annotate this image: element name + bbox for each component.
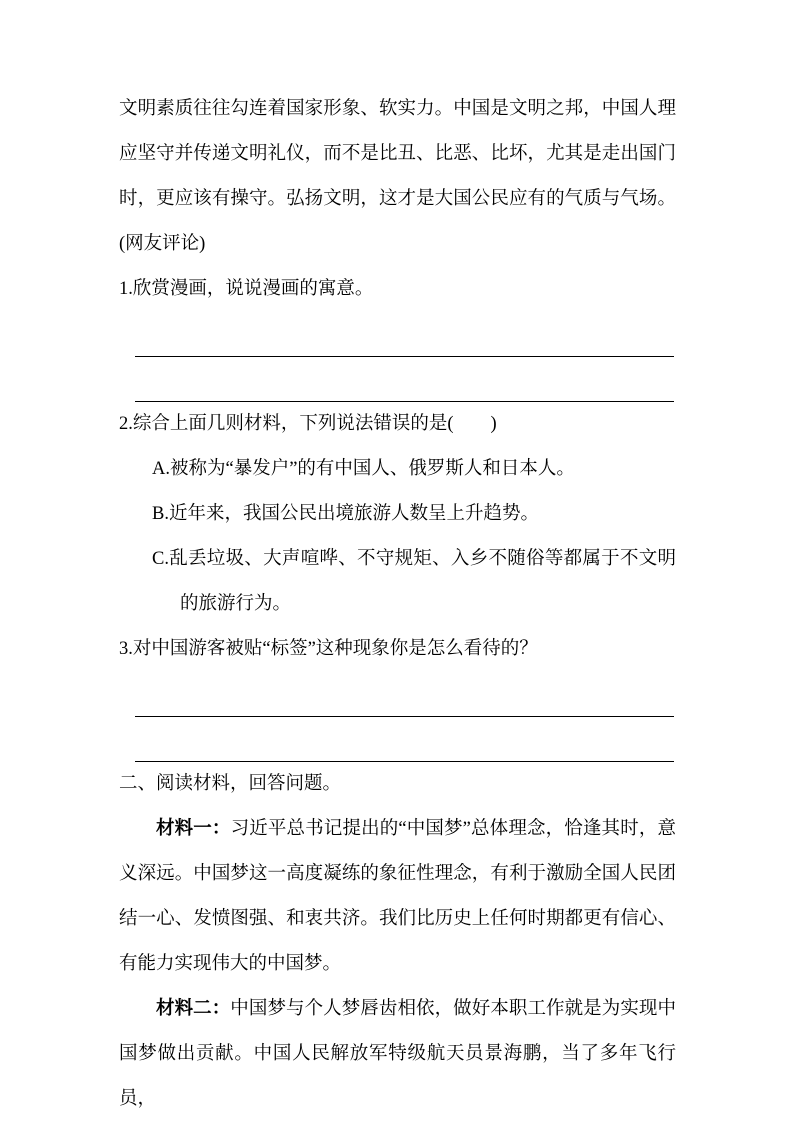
question-1: 1.欣赏漫画，说说漫画的寓意。 [119, 279, 374, 299]
material-1-label: 材料一： [156, 819, 231, 839]
answer-line [135, 672, 674, 717]
question-2-option-b: B.近年来，我国公民出境旅游人数呈上升趋势。 [152, 504, 539, 524]
question-3: 3.对中国游客被贴“标签”这种现象你是怎么看待的？ [119, 639, 538, 659]
answer-line [135, 357, 674, 402]
intro-paragraph: 文明素质往往勾连着国家形象、软实力。中国是文明之邦，中国人理应坚守并传递文明礼仪，而不是比丑、比恶、比坏，尤其是走出国门时，更应该有操守。弘扬文明，这才是大国公民应有的气质与气场。(网友评论) [119, 99, 676, 254]
material-2-label: 材料二： [156, 999, 231, 1019]
material-1-text: 习近平总书记提出的“中国梦”总体理念，恰逢其时，意义深远。中国梦这一高度凝练的象征性理念，有利于激励全国人民团结一心、发愤图强、和衷共济。我们比历史上任何时期都更有信心、有能力实现伟大的中国梦。 [119, 819, 676, 974]
question-2-option-a: A.被称为“暴发户”的有中国人、俄罗斯人和日本人。 [152, 459, 575, 479]
question-2: 2.综合上面几则材料，下列说法错误的是( ) [119, 414, 497, 434]
material-1-paragraph [119, 807, 676, 987]
material-2-paragraph [119, 987, 676, 1122]
answer-line [135, 312, 674, 357]
section-2-heading: 二、阅读材料，回答问题。 [119, 774, 342, 794]
question-2-option-c: C.乱丢垃圾、大声喧哗、不守规矩、入乡不随俗等都属于不文明的旅游行为。 [152, 549, 676, 614]
answer-line [135, 717, 674, 762]
material-2-text: 中国梦与个人梦唇齿相依，做好本职工作就是为实现中国梦做出贡献。中国人民解放军特级航天员景海鹏，当了多年飞行员， [119, 999, 676, 1109]
document-content [119, 87, 676, 1122]
